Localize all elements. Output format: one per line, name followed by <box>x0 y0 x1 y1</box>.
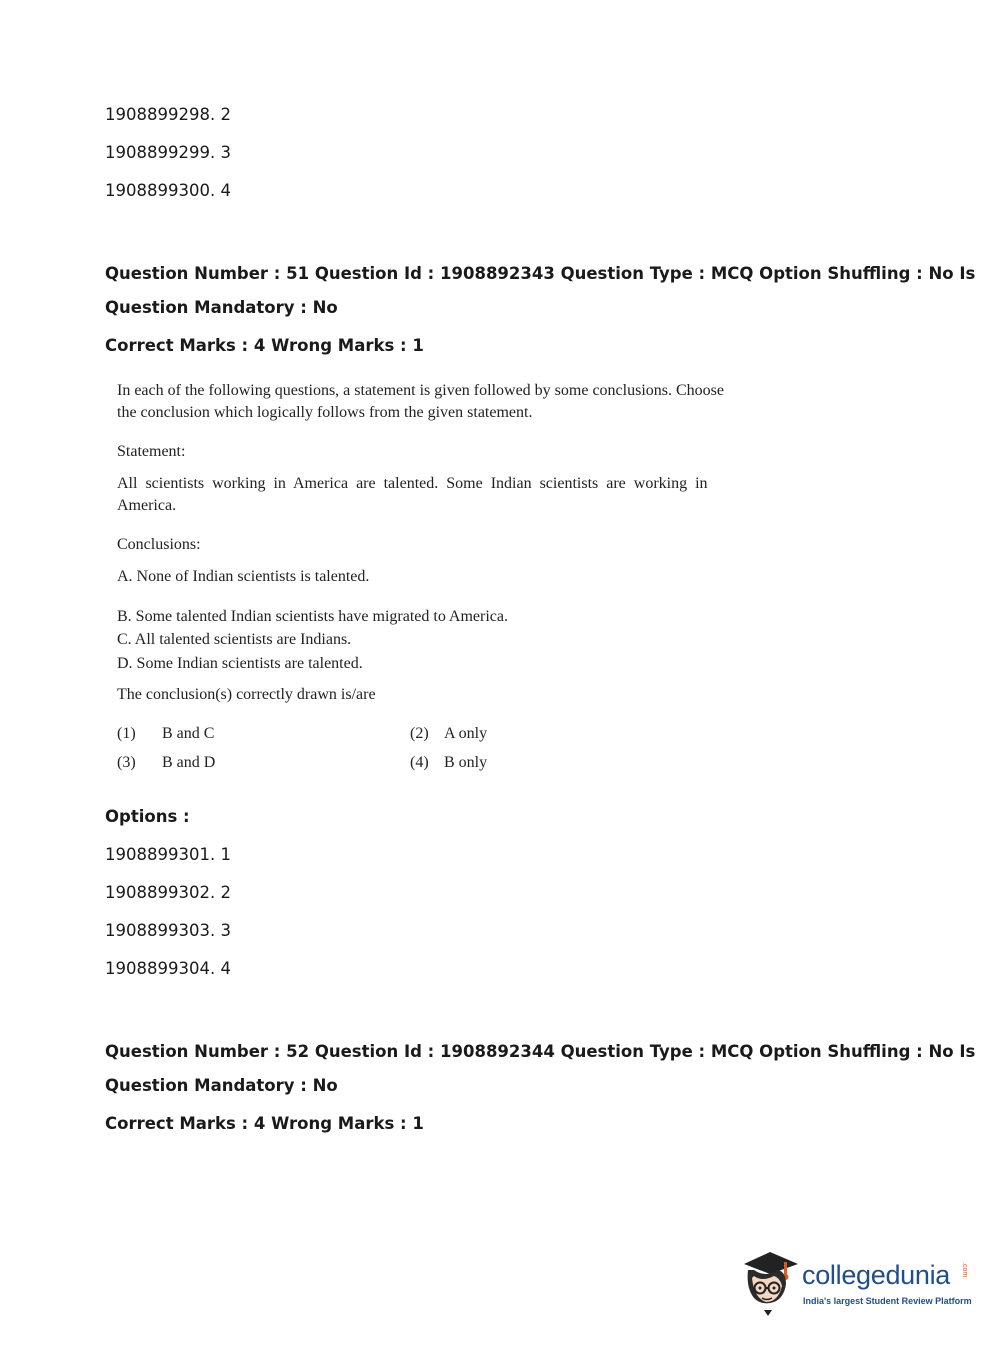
conclusions-label: Conclusions: <box>117 536 201 553</box>
brand-tagline: India's largest Student Review Platform <box>803 1296 972 1306</box>
question-marks: Correct Marks : 4 Wrong Marks : 1 <box>105 1114 424 1133</box>
option-item: 1908899302. 2 <box>105 883 231 902</box>
choice-text: B and C <box>162 725 215 742</box>
conclusion-b: B. Some talented Indian scientists have migrated to America. <box>117 608 509 625</box>
question-mandatory: Question Mandatory : No <box>105 1076 338 1095</box>
statement-text: America. <box>117 497 177 514</box>
option-item: 1908899303. 3 <box>105 921 231 940</box>
question-header: Question Number : 52 Question Id : 1908892344 Question Type : MCQ Option Shuffling : No Is <box>105 1042 976 1061</box>
statement-label: Statement: <box>117 443 186 460</box>
conclusion-d: D. Some Indian scientists are talented. <box>117 655 363 672</box>
choice-text: A only <box>444 725 488 742</box>
option-item: 1908899301. 1 <box>105 845 231 864</box>
brand-suffix: .com <box>961 1262 968 1278</box>
choice-number: (2) <box>410 725 429 742</box>
option-item: 1908899300. 4 <box>105 181 231 200</box>
choice-number: (3) <box>117 754 136 771</box>
question-intro: In each of the following questions, a statement is given followed by some conclusions. Choose <box>117 382 724 399</box>
conclusion-a: A. None of Indian scientists is talented. <box>117 568 370 585</box>
question-prompt: The conclusion(s) correctly drawn is/are <box>117 686 376 703</box>
option-item: 1908899298. 2 <box>105 105 231 124</box>
mascot-icon <box>740 1248 802 1318</box>
conclusion-c: C. All talented scientists are Indians. <box>117 631 352 648</box>
statement-text: All scientists working in America are talented. Some Indian scientists are working in <box>117 475 708 492</box>
question-header: Question Number : 51 Question Id : 1908892343 Question Type : MCQ Option Shuffling : No Is <box>105 264 976 283</box>
choice-text: B and D <box>162 754 216 771</box>
choice-number: (4) <box>410 754 429 771</box>
choice-text: B only <box>444 754 488 771</box>
option-item: 1908899299. 3 <box>105 143 231 162</box>
options-label: Options : <box>105 807 190 826</box>
question-mandatory: Question Mandatory : No <box>105 298 338 317</box>
brand-name: collegedunia <box>802 1260 951 1290</box>
collegedunia-logo <box>740 1248 970 1318</box>
question-intro: the conclusion which logically follows from the given statement. <box>117 404 533 421</box>
choice-number: (1) <box>117 725 136 742</box>
option-item: 1908899304. 4 <box>105 959 231 978</box>
question-marks: Correct Marks : 4 Wrong Marks : 1 <box>105 336 424 355</box>
